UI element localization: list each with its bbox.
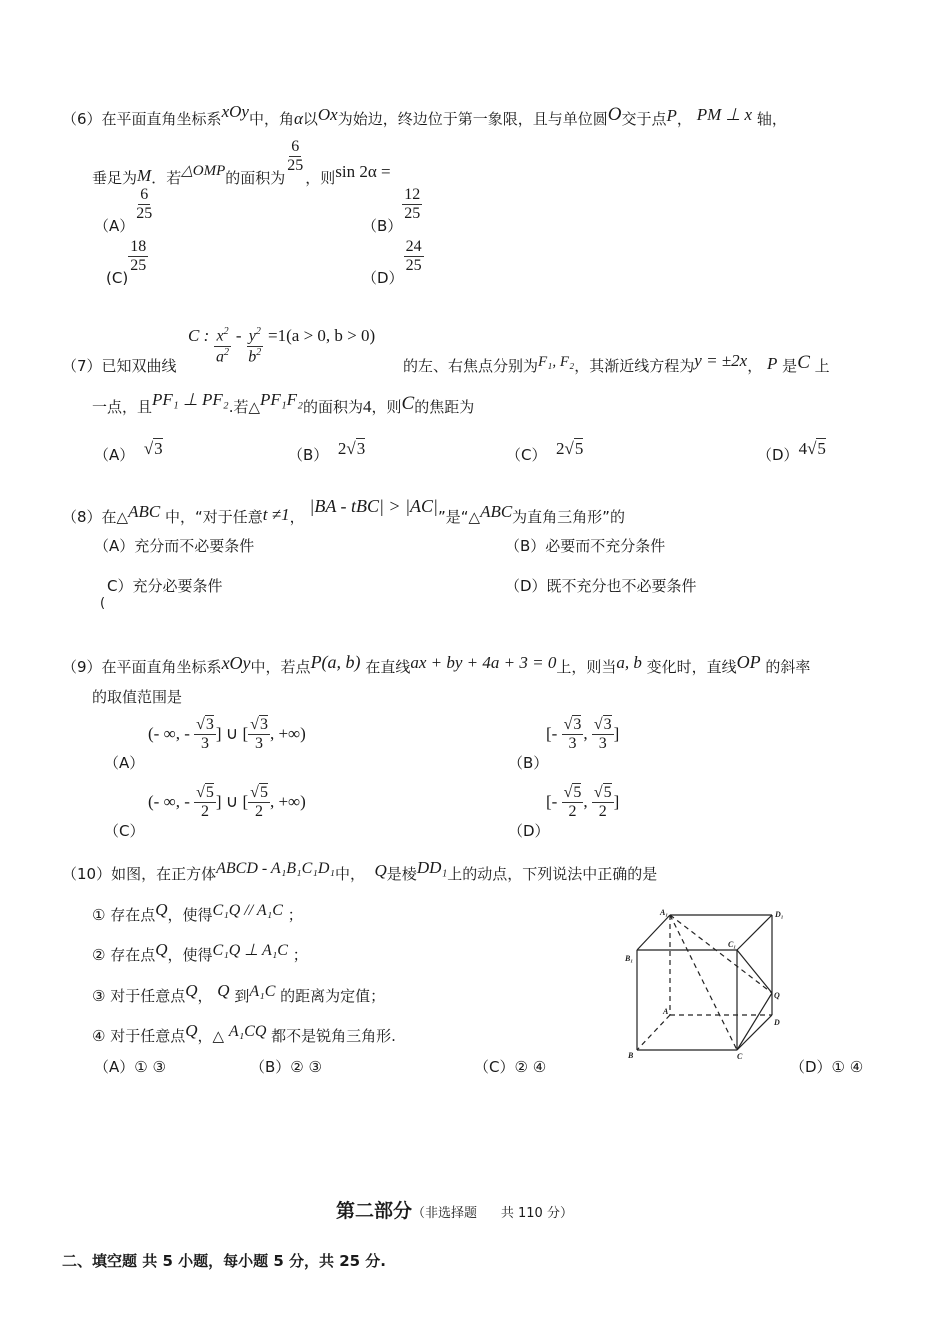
frac-den: 25 bbox=[287, 157, 304, 175]
q10-text: 到 bbox=[234, 987, 250, 1005]
q7-option-c[interactable] bbox=[506, 439, 584, 465]
frac-den: 2 bbox=[255, 803, 264, 821]
frac-den: 2 bbox=[568, 803, 577, 821]
q10-text: 如图，在正方体 bbox=[111, 865, 217, 883]
q10-statement-3 bbox=[92, 981, 386, 1006]
radicand: 5 bbox=[205, 784, 214, 801]
q6-ox: Ox bbox=[317, 105, 338, 124]
option-label: （D）① ④ bbox=[790, 1058, 864, 1076]
option-label: （C）② ④ bbox=[474, 1058, 547, 1076]
q7-option-a[interactable] bbox=[94, 439, 163, 465]
q6-text: 的面积为 bbox=[225, 169, 286, 188]
q10-math: C₁Q // A₁C bbox=[212, 902, 283, 919]
q10-text: 上的动点，下列说法中正确的是 bbox=[447, 865, 658, 883]
option-label: （A）充分而不必要条件 bbox=[94, 537, 255, 555]
option-label: （D）既不充分也不必要条件 bbox=[505, 577, 697, 595]
section2-text: 二、填空题 共 5 小题，每小题 5 分，共 25 分. bbox=[62, 1252, 387, 1270]
q9-text: 的斜率 bbox=[765, 658, 811, 676]
edge-a1b1 bbox=[637, 915, 670, 950]
q8-t: t ≠1 bbox=[262, 505, 290, 524]
option-label: (C) bbox=[106, 269, 129, 288]
q9-op: OP bbox=[736, 652, 761, 672]
q7-eq: =1(a > 0, b > 0) bbox=[268, 325, 376, 345]
q7-option-d[interactable] bbox=[757, 439, 826, 465]
q9-line2 bbox=[92, 686, 182, 707]
frac-den: b bbox=[248, 348, 257, 366]
label-a1: A₁ bbox=[660, 908, 669, 917]
option-label: （B）必要而不充分条件 bbox=[505, 537, 666, 555]
q10-math: A₁C bbox=[249, 983, 276, 1000]
q7-text: 一点，且 bbox=[92, 398, 153, 416]
q8-inequality: |BA - tBC| > |AC| bbox=[309, 496, 438, 516]
q6-alpha: α bbox=[293, 109, 303, 128]
q6-text: ．若 bbox=[151, 169, 182, 188]
option-label: （A） bbox=[104, 754, 145, 772]
q6-text: 轴， bbox=[756, 110, 787, 128]
q7-opt-a-math: √3 bbox=[143, 439, 163, 458]
cube-figure bbox=[620, 905, 795, 1060]
q7-text: 是 bbox=[782, 357, 798, 375]
q9-text: 的取值范围是 bbox=[92, 688, 183, 706]
coef: 4 bbox=[798, 439, 808, 458]
q10-text: ① 存在点 bbox=[92, 906, 156, 924]
label-d: D bbox=[774, 1018, 780, 1027]
q7-text: 已知双曲线 bbox=[101, 357, 177, 375]
frac-den: 25 bbox=[404, 205, 421, 223]
q6-line1 bbox=[62, 102, 787, 130]
label-c1: C₁ bbox=[728, 940, 737, 949]
q7-number: （7） bbox=[62, 357, 102, 375]
q9-line1 bbox=[62, 652, 811, 677]
q7-opt-c-math: 2√5 bbox=[556, 439, 584, 458]
q7-text: ，则 bbox=[371, 398, 402, 416]
edge-ab-hidden bbox=[637, 1015, 670, 1050]
q7-text: ，其渐近线方程为 bbox=[574, 357, 695, 375]
q9-option-a[interactable] bbox=[104, 752, 144, 773]
q6-xoy: xOy bbox=[221, 102, 249, 121]
label-a: A bbox=[663, 1007, 669, 1016]
q9-ab: a, b bbox=[616, 653, 642, 672]
q9-opt-a-math: (- ∞, - $\frac{√3}{3}$ ] ∪ [ $\frac{√3}{3}$ , +∞) bbox=[148, 716, 306, 753]
segment-a1q bbox=[670, 915, 772, 993]
q10-cube: ABCD - A₁B₁C₁D₁ bbox=[216, 860, 335, 877]
frac-den: 2 bbox=[598, 803, 607, 821]
q6-text: 在平面直角坐标系 bbox=[101, 110, 222, 128]
option-label: （D） bbox=[362, 269, 404, 288]
frac-num: 6 bbox=[289, 138, 301, 157]
q7-x-frac: $\frac{x^2}{a^2}$ bbox=[216, 326, 230, 366]
q8-text: 为直角三角形”的 bbox=[512, 508, 625, 526]
segment-a1c bbox=[670, 915, 737, 1050]
frac-num: 12 bbox=[402, 186, 422, 205]
label-b1: B₁ bbox=[625, 954, 634, 963]
q7-foci: F₁, F₂ bbox=[538, 354, 575, 370]
segment-cq bbox=[737, 993, 772, 1050]
q7-text: ， bbox=[747, 357, 763, 375]
q7-c: C bbox=[401, 393, 415, 414]
frac-den: a bbox=[216, 348, 225, 366]
q10-text: ， bbox=[197, 987, 213, 1005]
q6-m: M bbox=[137, 166, 152, 186]
q10-option-d[interactable] bbox=[790, 1056, 863, 1077]
option-label: （A） bbox=[94, 217, 135, 236]
edge-cd bbox=[737, 1015, 772, 1050]
section2-heading bbox=[62, 1250, 386, 1271]
frac-den: 25 bbox=[405, 257, 422, 275]
q10-text: 是棱 bbox=[386, 865, 417, 883]
q6-option-d[interactable] bbox=[362, 238, 424, 288]
q6-text: ， bbox=[676, 110, 692, 128]
q10-text: ④ 对于任意点 bbox=[92, 1027, 186, 1045]
option-label: （B）② ③ bbox=[250, 1058, 322, 1076]
q9-opt-d-math: [- $\frac{√5}{2}$ , $\frac{√5}{2}$ ] bbox=[546, 784, 620, 821]
q8-abc: ABC bbox=[128, 502, 161, 521]
option-label: （B） bbox=[508, 754, 549, 772]
q7-triangle: PF₁F₂ bbox=[260, 390, 303, 409]
q6-text: 以 bbox=[302, 110, 318, 128]
q10-text: ，使得 bbox=[167, 906, 213, 924]
q6-sin: sin 2α = bbox=[335, 162, 391, 182]
frac-num: 6 bbox=[138, 186, 150, 205]
q9-xoy: xOy bbox=[221, 653, 251, 673]
q6-area-fraction bbox=[285, 138, 305, 176]
q7-line2 bbox=[92, 390, 475, 418]
q10-text: ，△ bbox=[197, 1027, 225, 1045]
label-q: Q bbox=[774, 991, 780, 1000]
radicand: 5 bbox=[603, 784, 612, 801]
q6-text: ，则 bbox=[305, 169, 336, 188]
part2-subtitle: （非选择题 bbox=[412, 1206, 478, 1221]
label-c: C bbox=[737, 1052, 743, 1060]
q10-text: 中， bbox=[334, 865, 365, 883]
frac-num: y bbox=[248, 327, 256, 345]
radicand: 3 bbox=[356, 439, 366, 458]
q7-perp: PF₁ ⊥ PF₂ bbox=[152, 390, 229, 409]
q8-option-b[interactable] bbox=[505, 535, 665, 556]
q7-minus: - bbox=[235, 325, 242, 345]
q6-p: P bbox=[666, 106, 677, 125]
coef: 2 bbox=[337, 439, 347, 458]
q9-opt-c-math: (- ∞, - $\frac{√5}{2}$ ] ∪ [ $\frac{√5}{2}$ , +∞) bbox=[148, 784, 306, 821]
option-label: （B） bbox=[288, 446, 329, 464]
q7-text: 上 bbox=[814, 357, 830, 375]
label-d1: D₁ bbox=[775, 910, 784, 919]
q8-text: 在△ bbox=[101, 508, 129, 526]
part2-heading bbox=[336, 1196, 573, 1223]
q9-option-c[interactable] bbox=[104, 820, 144, 841]
option-label: （A） bbox=[94, 446, 135, 464]
q7-four: 4 bbox=[363, 397, 372, 416]
q9-text: 在平面直角坐标系 bbox=[101, 658, 222, 676]
part2-title: 第二部分 bbox=[336, 1200, 413, 1222]
q10-option-a[interactable] bbox=[94, 1056, 166, 1077]
frac-num: 24 bbox=[404, 238, 424, 257]
q8-abc: ABC bbox=[480, 502, 513, 521]
q9-line-eq: ax + by + 4a + 3 = 0 bbox=[410, 653, 557, 672]
q9-point: P(a, b) bbox=[310, 652, 361, 672]
frac-den: 3 bbox=[201, 735, 209, 753]
q10-statement-2 bbox=[92, 940, 308, 965]
option-label: C）充分必要条件 bbox=[107, 577, 223, 595]
q10-text: ； bbox=[287, 906, 303, 924]
q9-opt-b-math: [- $\frac{√3}{3}$ , $\frac{√3}{3}$ ] bbox=[546, 716, 620, 753]
q7-text: 的面积为 bbox=[302, 398, 363, 416]
frac-num: 18 bbox=[128, 238, 148, 257]
q10-text: 的距离为定值； bbox=[280, 987, 386, 1005]
option-label: （A）① ③ bbox=[94, 1058, 166, 1076]
q10-text: ② 存在点 bbox=[92, 946, 156, 964]
q10-text: ③ 对于任意点 bbox=[92, 987, 186, 1005]
option-label: （C） bbox=[506, 446, 547, 464]
q7-text: 的焦距为 bbox=[414, 398, 475, 416]
q9-option-d[interactable] bbox=[508, 820, 550, 841]
frac-den: 3 bbox=[598, 735, 607, 753]
q6-text: 垂足为 bbox=[92, 169, 138, 188]
frac-den: 3 bbox=[255, 735, 264, 753]
q9-text: 变化时，直线 bbox=[646, 658, 737, 676]
paren: ( bbox=[100, 596, 106, 611]
q10-text: 都不是锐角三角形. bbox=[271, 1027, 396, 1045]
q9-number: （9） bbox=[62, 658, 102, 676]
q7-line1-rest bbox=[403, 351, 830, 377]
radicand: 3 bbox=[603, 716, 612, 733]
q8-paren bbox=[100, 596, 105, 611]
q7-hyperbola-eq bbox=[188, 326, 375, 366]
segment-c1q bbox=[737, 950, 772, 993]
frac-den: 2 bbox=[201, 803, 209, 821]
q6-text: 中，角 bbox=[248, 110, 294, 128]
q8-line1 bbox=[62, 496, 625, 527]
q10-q: Q bbox=[217, 981, 230, 1000]
q7-asymptote: y = ±2x bbox=[694, 351, 748, 370]
q10-number: （10） bbox=[62, 865, 112, 883]
q6-number: （6） bbox=[62, 110, 102, 128]
radicand: 5 bbox=[573, 784, 582, 801]
option-label: （C） bbox=[104, 822, 145, 840]
option-label: （B） bbox=[362, 217, 403, 236]
q7-intro bbox=[62, 355, 177, 376]
option-label: （D） bbox=[508, 822, 550, 840]
q7-y-frac: $\frac{y^2}{b^2}$ bbox=[248, 326, 262, 366]
q6-text: 交于点 bbox=[621, 110, 667, 128]
q10-q: Q bbox=[374, 861, 387, 880]
q7-opt-b-math: 2√3 bbox=[337, 439, 366, 458]
q6-line2 bbox=[92, 138, 391, 188]
q7-c: C : bbox=[188, 325, 210, 345]
q8-text: 中，“对于任意 bbox=[164, 508, 263, 526]
q6-o: O bbox=[607, 104, 622, 125]
q6-option-a[interactable] bbox=[94, 186, 154, 236]
q7-text: 的左、右焦点分别为 bbox=[403, 357, 539, 375]
q9-text: 中，若点 bbox=[250, 658, 311, 676]
option-label: （D） bbox=[757, 446, 799, 464]
q10-q: Q bbox=[185, 981, 198, 1000]
q7-option-b[interactable] bbox=[288, 439, 366, 465]
q8-text: ”是“△ bbox=[437, 508, 481, 526]
q9-option-b[interactable] bbox=[508, 752, 548, 773]
q8-text: ， bbox=[289, 508, 305, 526]
q7-c: C bbox=[797, 352, 810, 373]
q10-line1 bbox=[62, 858, 658, 884]
q10-math: C₁Q ⊥ A₁C bbox=[212, 942, 288, 959]
q10-statement-1 bbox=[92, 900, 303, 925]
q9-text: 上，则当 bbox=[556, 658, 617, 676]
radicand: 3 bbox=[259, 716, 268, 733]
q6-option-b[interactable] bbox=[362, 186, 422, 236]
frac-den: 25 bbox=[130, 257, 147, 275]
q7-opt-d-math: 4√5 bbox=[798, 439, 826, 458]
radicand: 5 bbox=[574, 439, 584, 458]
radicand: 3 bbox=[573, 716, 582, 733]
q6-text: 为始边，终边位于第一象限，且与单位圆 bbox=[337, 110, 608, 128]
q10-q: Q bbox=[155, 940, 168, 959]
edge-c1d1 bbox=[737, 915, 772, 950]
q10-option-b[interactable] bbox=[250, 1056, 322, 1077]
coef: 2 bbox=[556, 439, 565, 458]
q6-omp: △OMP bbox=[181, 163, 226, 180]
q10-math: A₁CQ bbox=[228, 1023, 267, 1040]
q6-option-c[interactable] bbox=[106, 238, 148, 288]
label-b: B bbox=[628, 1051, 634, 1060]
part2-subtitle: 共 110 分） bbox=[500, 1206, 573, 1221]
q6-pm: PM ⊥ x bbox=[696, 105, 753, 124]
frac-den: 25 bbox=[136, 205, 153, 223]
q10-text: ，使得 bbox=[167, 946, 213, 964]
q10-text: ； bbox=[292, 946, 308, 964]
radicand: 5 bbox=[817, 439, 826, 458]
q9-text: 在直线 bbox=[365, 658, 411, 676]
q8-option-c[interactable] bbox=[107, 575, 222, 596]
q8-option-a[interactable] bbox=[94, 535, 254, 556]
q8-option-d[interactable] bbox=[505, 575, 697, 596]
q7-text: .若△ bbox=[228, 398, 260, 416]
q10-statement-4 bbox=[92, 1021, 396, 1046]
radicand: 5 bbox=[259, 784, 268, 801]
radicand: 3 bbox=[154, 439, 163, 458]
frac-den: 3 bbox=[568, 735, 577, 753]
radicand: 3 bbox=[205, 716, 214, 733]
q10-q: Q bbox=[155, 900, 168, 919]
q10-dd1: DD₁ bbox=[416, 858, 448, 877]
q8-number: （8） bbox=[62, 508, 102, 526]
q7-p: P bbox=[767, 354, 778, 373]
q10-option-c[interactable] bbox=[474, 1056, 546, 1077]
frac-num: x bbox=[216, 327, 224, 345]
q10-q: Q bbox=[185, 1021, 198, 1040]
